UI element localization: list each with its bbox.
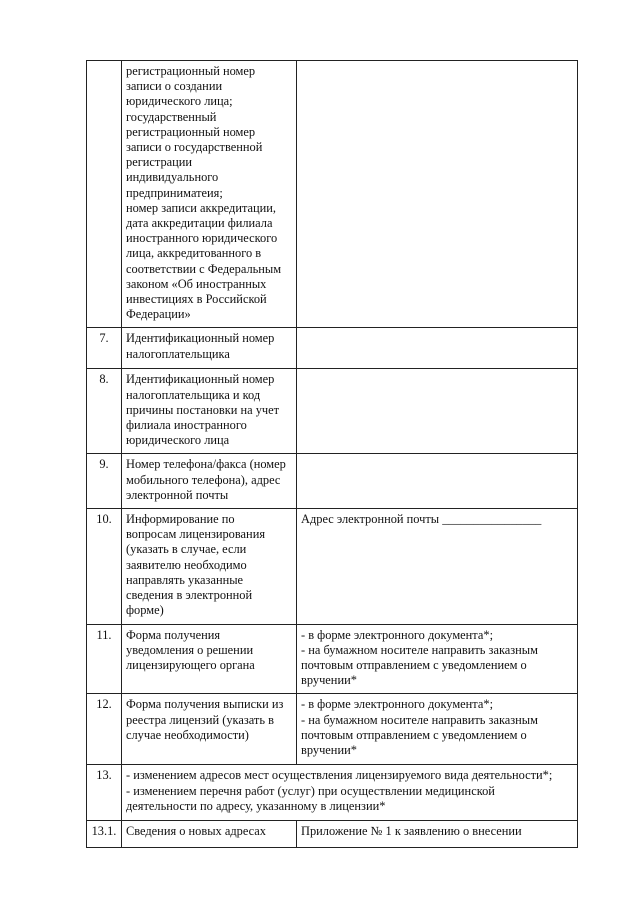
table-row [87, 61, 578, 328]
text-line: филиала иностранного [126, 418, 247, 433]
text-line: лица, аккредитованного в [126, 246, 262, 261]
row-text [122, 765, 578, 821]
text-line: государственный [126, 109, 217, 124]
text-line: соответствии с Федеральным [126, 261, 282, 276]
row-number: 11. [87, 624, 122, 694]
text-line: регистрационный номер [126, 124, 256, 139]
row-number: 13.1. [87, 821, 122, 848]
text-line: мобильного телефона), адрес [126, 472, 281, 487]
text-line: записи о создании [126, 79, 223, 94]
row-value [297, 694, 578, 765]
text-line: сведения в электронной [126, 588, 253, 603]
text-line: Сведения о новых адресах [126, 824, 266, 839]
row-label [122, 821, 297, 848]
row-value [297, 328, 578, 369]
text-line: - на бумажном носителе направить заказным [301, 712, 538, 727]
text-line: предприниматеия; [126, 185, 223, 200]
row-value [297, 624, 578, 694]
text-line: (указать в случае, если [126, 542, 247, 557]
table-row [87, 624, 578, 694]
text-line: индивидуального [126, 170, 219, 185]
row-number: 8. [87, 369, 122, 454]
table-row [87, 821, 578, 848]
text-line: Информирование по [126, 512, 235, 527]
table-row [87, 765, 578, 821]
text-line: форме) [126, 603, 164, 618]
table-row [87, 694, 578, 765]
row-number: 7. [87, 328, 122, 369]
row-label [122, 369, 297, 454]
text-line: Приложение № 1 к заявлению о внесении [301, 824, 522, 839]
text-line: Идентификационный номер [126, 331, 275, 346]
text-line: - изменением адресов мест осуществления лицензируемого вида деятельности*; [126, 768, 553, 783]
text-line: дата аккредитации филиала [126, 216, 273, 231]
text-line: Идентификационный номер [126, 372, 275, 387]
text-line: реестра лицензий (указать в [126, 712, 274, 727]
text-line: Адрес электронной почты ________________ [301, 512, 542, 527]
row-number: 13. [87, 765, 122, 821]
license-application-table [86, 60, 578, 848]
text-line: номер записи аккредитации, [126, 200, 277, 215]
text-line: Федерации» [126, 307, 191, 322]
text-line: - изменением перечня работ (услуг) при осуществлении медицинской [126, 783, 495, 798]
table-row [87, 454, 578, 509]
text-line: уведомления о решении [126, 642, 254, 657]
row-number [87, 61, 122, 328]
row-label [122, 328, 297, 369]
text-line: причины постановки на учет [126, 402, 280, 417]
text-line: почтовым отправлением с уведомлением о [301, 657, 527, 672]
row-label [122, 61, 297, 328]
text-line: - в форме электронного документа*; [301, 627, 494, 642]
text-line: регистрации [126, 155, 193, 170]
text-line: Форма получения выписки из [126, 697, 284, 712]
row-label [122, 624, 297, 694]
text-line: Форма получения [126, 627, 221, 642]
text-line: - в форме электронного документа*; [301, 697, 494, 712]
row-value [297, 454, 578, 509]
table-row [87, 369, 578, 454]
text-line: случае необходимости) [126, 727, 249, 742]
row-label [122, 694, 297, 765]
text-line: иностранного юридического [126, 231, 278, 246]
text-line: законом «Об иностранных [126, 276, 267, 291]
table-row [87, 328, 578, 369]
text-line: инвестициях в Российской [126, 292, 267, 307]
row-value [297, 369, 578, 454]
row-value [297, 821, 578, 848]
text-line: налогоплательщика [126, 346, 230, 361]
row-value [297, 509, 578, 624]
table-row [87, 509, 578, 624]
row-label [122, 454, 297, 509]
text-line: Номер телефона/факса (номер [126, 457, 286, 472]
text-line: вручении* [301, 742, 357, 757]
text-line: регистрационный номер [126, 64, 256, 78]
row-number: 10. [87, 509, 122, 624]
text-line: заявителю необходимо [126, 557, 247, 572]
text-line: деятельности по адресу, указанному в лицензии* [126, 798, 386, 813]
row-number: 9. [87, 454, 122, 509]
row-number: 12. [87, 694, 122, 765]
text-line: электронной почты [126, 487, 229, 502]
text-line: вручении* [301, 673, 357, 688]
text-line: лицензирующего органа [126, 657, 255, 672]
text-line: вопросам лицензирования [126, 527, 266, 542]
text-line: налогоплательщика и код [126, 387, 261, 402]
text-line: записи о государственной [126, 140, 263, 155]
text-line: почтовым отправлением с уведомлением о [301, 727, 527, 742]
text-line: направлять указанные [126, 572, 244, 587]
row-value [297, 61, 578, 328]
text-line: - на бумажном носителе направить заказным [301, 642, 538, 657]
text-line: юридического лица; [126, 94, 233, 109]
text-line: юридического лица [126, 433, 230, 448]
row-label [122, 509, 297, 624]
